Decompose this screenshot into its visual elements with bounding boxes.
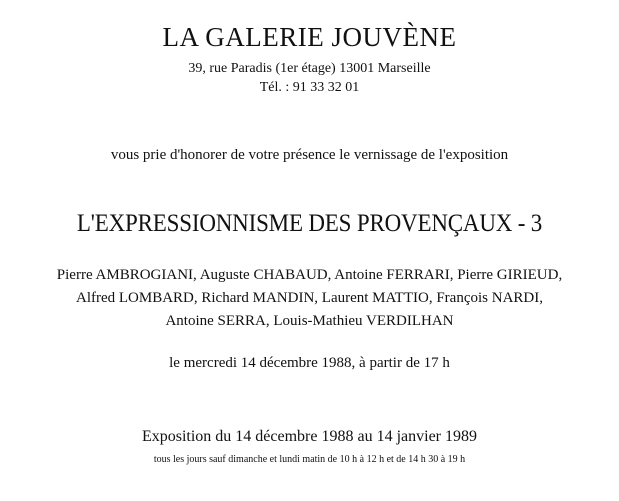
artist-line: Alfred LOMBARD, Richard MANDIN, Laurent MATTIO, François NARDI, [75,290,543,306]
artist-list [0,264,619,333]
invitation-text: vous prie d'honorer de votre présence le vernissage de l'exposition [110,147,509,163]
artist-line: Antoine SERRA, Louis-Mathieu VERDILHAN [165,313,454,329]
opening-hours: tous les jours sauf dimanche et lundi matin de 10 h à 12 h et de 14 h 30 à 19 h [153,454,466,465]
gallery-phone: Tél. : 91 33 32 01 [259,80,360,95]
exhibition-title: L'EXPRESSIONNISME DES PROVENÇAUX - 3 [76,210,543,237]
opening-date: le mercredi 14 décembre 1988, à partir de 17 h [169,355,450,371]
exhibition-dates: Exposition du 14 décembre 1988 au 14 janvier 1989 [141,428,478,445]
gallery-address: 39, rue Paradis (1er étage) 13001 Marseille [188,61,431,76]
artist-line: Pierre AMBROGIANI, Auguste CHABAUD, Antoine FERRARI, Pierre GIRIEUD, [56,267,563,283]
gallery-name: LA GALERIE JOUVÈNE [162,22,457,52]
